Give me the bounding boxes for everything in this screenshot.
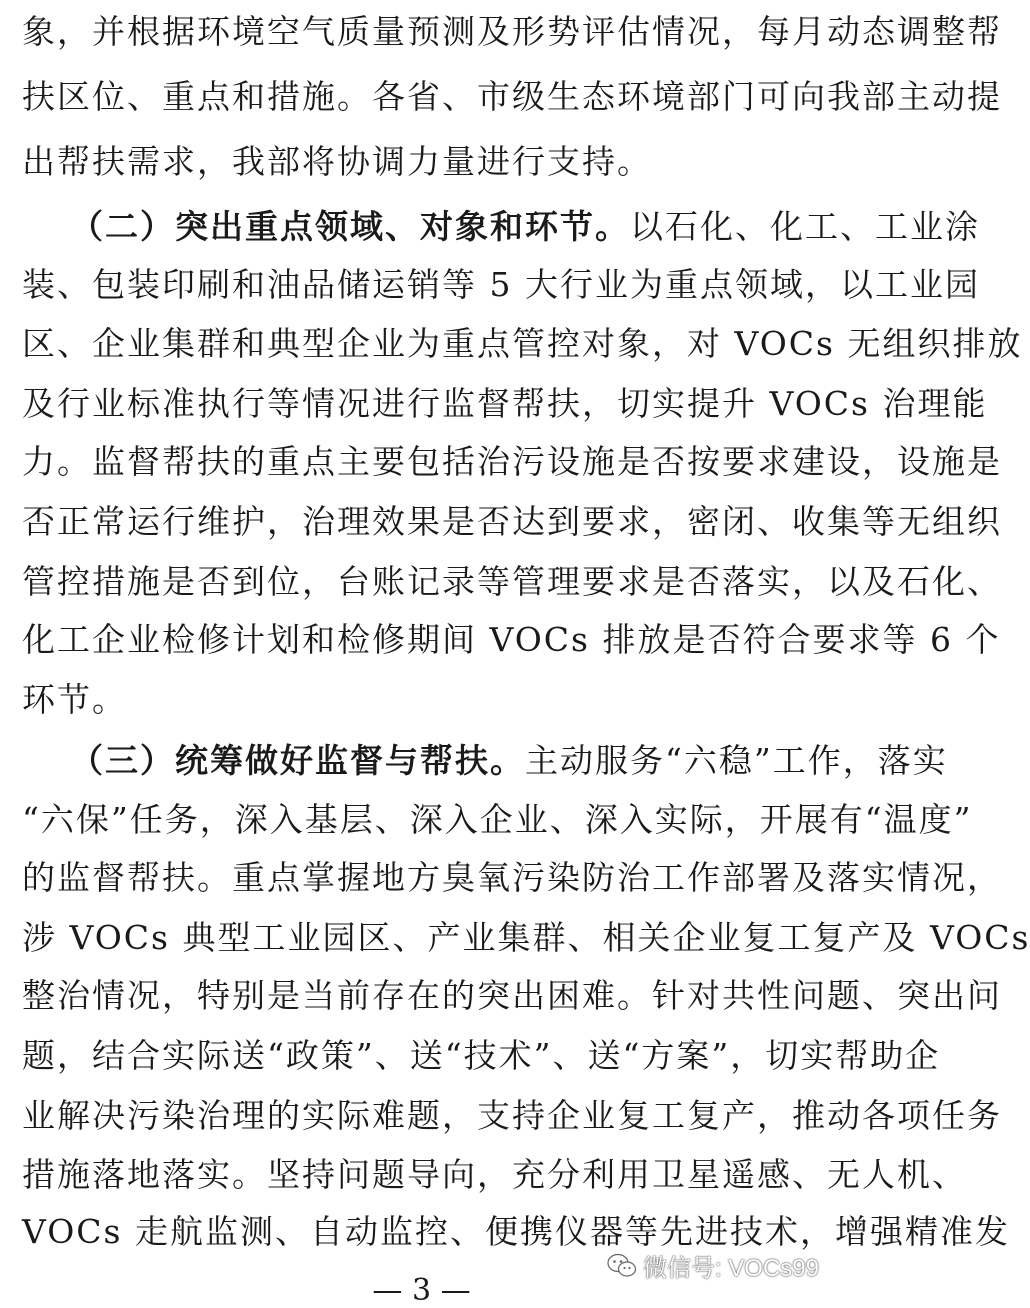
page-number: — 3 — xyxy=(372,1273,471,1308)
section-heading-3-line xyxy=(22,741,948,781)
text-line-7: 及行业标准执行等情况进行监督帮扶，切实提升 VOCs 治理能 xyxy=(22,384,988,423)
section-heading-2 xyxy=(70,207,980,246)
text-line-5: 装、包装印刷和油品储运销等 5 大行业为重点领域，以工业园 xyxy=(22,265,980,304)
section-heading-body: 以石化、化工、工业涂 xyxy=(630,207,980,246)
text-line-6: 区、企业集群和典型企业为重点管控对象，对 VOCs 无组织排放 xyxy=(22,324,1023,363)
text-line-14: “六保”任务，深入基层、深入企业、深入实际，开展有“温度” xyxy=(22,800,973,839)
watermark-text: 微信号: VOCs99 xyxy=(642,1255,819,1282)
text-line-20: 措施落地落实。坚持问题导向，充分利用卫星遥感、无人机、 xyxy=(22,1155,967,1194)
text-line-18: 题，结合实际送“政策”、送“技术”、送“方案”，切实帮助企 xyxy=(22,1036,941,1075)
section-heading-3 xyxy=(70,741,948,780)
text-line-15: 的监督帮扶。重点掌握地方臭氧污染防治工作部署及落实情况， xyxy=(22,858,1002,897)
text-line-19: 业解决污染治理的实际难题，支持企业复工复产，推动各项任务 xyxy=(22,1096,1002,1135)
text-line-11: 化工企业检修计划和检修期间 VOCs 排放是否符合要求等 6 个 xyxy=(22,620,1001,659)
text-line-8: 力。监督帮扶的重点主要包括治污设施是否按要求建设，设施是 xyxy=(22,442,1002,481)
text-line-12: 环节。 xyxy=(22,680,127,719)
text-line-10: 管控措施是否到位，台账记录等管理要求是否落实，以及石化、 xyxy=(22,562,1002,601)
text-line-2: 扶区位、重点和措施。各省、市级生态环境部门可向我部主动提 xyxy=(22,77,1002,116)
text-line-21: VOCs 走航监测、自动监控、便携仪器等先进技术，增强精准发 xyxy=(22,1212,1010,1251)
section-heading-title: （三）统筹做好监督与帮扶。 xyxy=(70,741,525,780)
section-heading-body: 主动服务“六稳”工作，落实 xyxy=(525,741,948,780)
text-line-17: 整治情况，特别是当前存在的突出困难。针对共性问题、突出问 xyxy=(22,976,1002,1015)
section-heading-title: （二）突出重点领域、对象和环节。 xyxy=(70,207,630,246)
section-heading-2-line xyxy=(22,207,980,247)
text-line-3: 出帮扶需求，我部将协调力量进行支持。 xyxy=(22,142,652,181)
text-line-16: 涉 VOCs 典型工业园区、产业集群、相关企业复工复产及 VOCs xyxy=(22,918,1030,957)
text-line-1: 象，并根据环境空气质量预测及形势评估情况，每月动态调整帮 xyxy=(22,12,1002,51)
text-line-9: 否正常运行维护，治理效果是否达到要求，密闭、收集等无组织 xyxy=(22,502,1002,541)
